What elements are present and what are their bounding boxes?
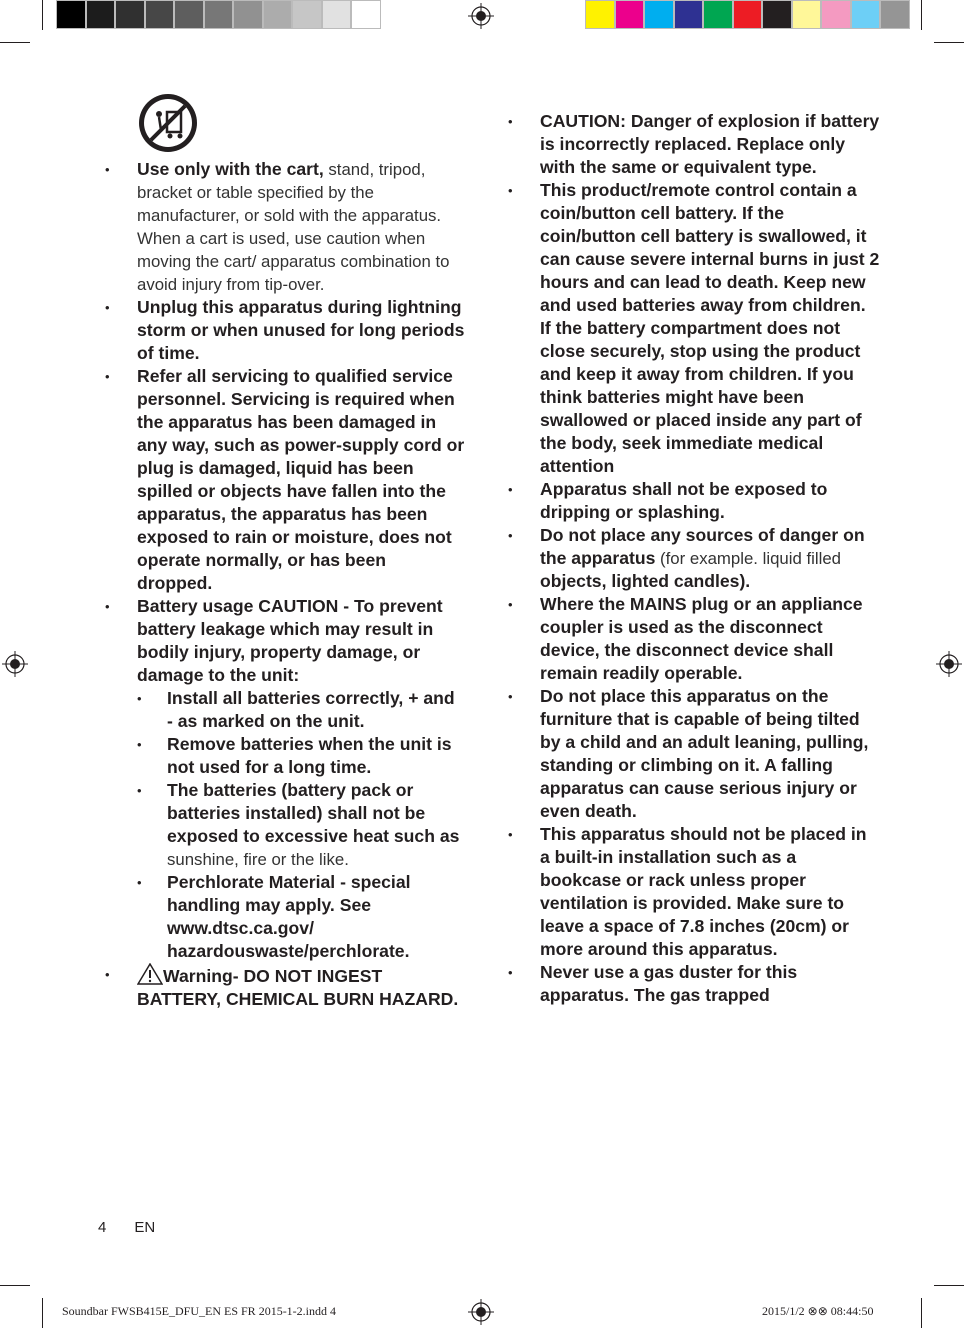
registration-mark-icon bbox=[468, 1299, 494, 1325]
grey-swatch bbox=[145, 0, 175, 29]
process-swatch bbox=[644, 0, 674, 29]
grey-swatch bbox=[115, 0, 145, 29]
sub-list-item: • Perchlorate Material - special handling may apply. See www.dtsc.ca.gov/ hazardouswaste/perchlorate. bbox=[137, 871, 465, 963]
list-item: • Do not place any sources of danger on the apparatus (for example. liquid filled objects, lighted candles). bbox=[508, 524, 880, 593]
process-swatch bbox=[733, 0, 763, 29]
language-code: EN bbox=[134, 1219, 156, 1236]
grey-swatch bbox=[322, 0, 352, 29]
crop-mark bbox=[921, 1298, 922, 1328]
crop-mark bbox=[921, 0, 922, 30]
crop-mark bbox=[934, 1285, 964, 1286]
crop-mark bbox=[0, 1285, 30, 1286]
slug-filename: Soundbar FWSB415E_DFU_EN ES FR 2015-1-2.indd 4 bbox=[62, 1304, 337, 1318]
process-color-bar bbox=[585, 0, 910, 31]
list-item: • Where the MAINS plug or an appliance coupler is used as the disconnect device, the disconnect device shall remain readily operable. bbox=[508, 593, 880, 685]
crop-mark bbox=[934, 42, 964, 43]
process-swatch bbox=[792, 0, 822, 29]
sub-list-item: • The batteries (battery pack or batteries installed) shall not be exposed to excessive heat such as sunshine, fire or the like. bbox=[137, 779, 465, 871]
process-swatch bbox=[703, 0, 733, 29]
crop-mark bbox=[42, 1298, 43, 1328]
cart-warning-icon bbox=[137, 92, 199, 154]
process-swatch bbox=[615, 0, 645, 29]
page-number: 4 bbox=[98, 1219, 107, 1236]
left-column bbox=[105, 92, 465, 1011]
process-swatch bbox=[821, 0, 851, 29]
process-swatch bbox=[585, 0, 615, 29]
process-swatch bbox=[762, 0, 792, 29]
process-swatch bbox=[674, 0, 704, 29]
page-folio bbox=[98, 1219, 183, 1236]
list-item: • Do not place this apparatus on the furniture that is capable of being tilted by a child and an adult leaning, pulling, standing or climbing on it. A falling apparatus can cause serious injury or even death. bbox=[508, 685, 880, 823]
grey-swatch bbox=[204, 0, 234, 29]
crop-mark bbox=[0, 42, 30, 43]
list-item: • Use only with the cart, stand, tripod, bracket or table specified by the manufacturer, or sold with the apparatus. When a cart is used, use caution when moving the cart/ apparatus combination to avoid injury from tip-over. bbox=[105, 158, 465, 296]
sub-list-item: • Install all batteries correctly, + and - as marked on the unit. bbox=[137, 687, 465, 733]
grey-swatch bbox=[174, 0, 204, 29]
warning-triangle-icon bbox=[137, 963, 163, 985]
grey-color-bar bbox=[56, 0, 381, 31]
list-item: • Apparatus shall not be exposed to dripping or splashing. bbox=[508, 478, 880, 524]
crop-mark bbox=[42, 0, 43, 30]
grey-swatch bbox=[56, 0, 86, 29]
registration-mark-icon bbox=[468, 3, 494, 29]
grey-swatch bbox=[233, 0, 263, 29]
registration-mark-icon bbox=[936, 651, 962, 677]
slug-date: 2015/1/2 ⊗⊗ 08:44:50 bbox=[762, 1304, 874, 1318]
registration-mark-icon bbox=[2, 651, 28, 677]
safety-list-right bbox=[508, 110, 880, 1007]
list-item: • Battery usage CAUTION - To prevent battery leakage which may result in bodily injury, property damage, or damage to the unit: • Install all batteries correctly, + and - as marked on the unit. • Remove batteries when the unit is not used for a long time. • The batteries (battery pack or batteries installed) shall not be exposed to excessive heat such as sunshine, fire or the like. • Perchlorate Material - special handling may apply. See www.dtsc.ca.gov/ hazardouswaste/perchlorate. bbox=[105, 595, 465, 963]
right-column bbox=[508, 110, 880, 1007]
process-swatch bbox=[880, 0, 910, 29]
list-item: • This product/remote control contain a coin/button cell battery. If the coin/button cell battery is swallowed, it can cause severe internal burns in just 2 hours and can lead to death. Keep new and used batteries away from children. If the battery compartment does not close securely, stop using the product and keep it away from children. If you think batteries might have been swallowed or placed inside any part of the body, seek immediate medical attention bbox=[508, 179, 880, 478]
list-item: • Never use a gas duster for this apparatus. The gas trapped bbox=[508, 961, 880, 1007]
list-item: • CAUTION: Danger of explosion if battery is incorrectly replaced. Replace only with the same or equivalent type. bbox=[508, 110, 880, 179]
grey-swatch bbox=[263, 0, 293, 29]
list-item: • Unplug this apparatus during lightning storm or when unused for long periods of time. bbox=[105, 296, 465, 365]
list-item: • Warning- DO NOT INGEST BATTERY, CHEMICAL BURN HAZARD. bbox=[105, 963, 465, 1011]
process-swatch bbox=[851, 0, 881, 29]
battery-sub-list bbox=[137, 687, 465, 963]
safety-list-left bbox=[105, 158, 465, 1011]
sub-list-item: • Remove batteries when the unit is not used for a long time. bbox=[137, 733, 465, 779]
list-item: • Refer all servicing to qualified service personnel. Servicing is required when the apparatus has been damaged in any way, such as power-supply cord or plug is damaged, liquid has been spilled or objects have fallen into the apparatus, the apparatus has been exposed to rain or moisture, does not operate normally, or has been dropped. bbox=[105, 365, 465, 595]
grey-swatch bbox=[86, 0, 116, 29]
grey-swatch bbox=[351, 0, 381, 29]
list-item: • This apparatus should not be placed in a built-in installation such as a bookcase or rack unless proper ventilation is provided. Make sure to leave a space of 7.8 inches (20cm) or more around this apparatus. bbox=[508, 823, 880, 961]
grey-swatch bbox=[292, 0, 322, 29]
